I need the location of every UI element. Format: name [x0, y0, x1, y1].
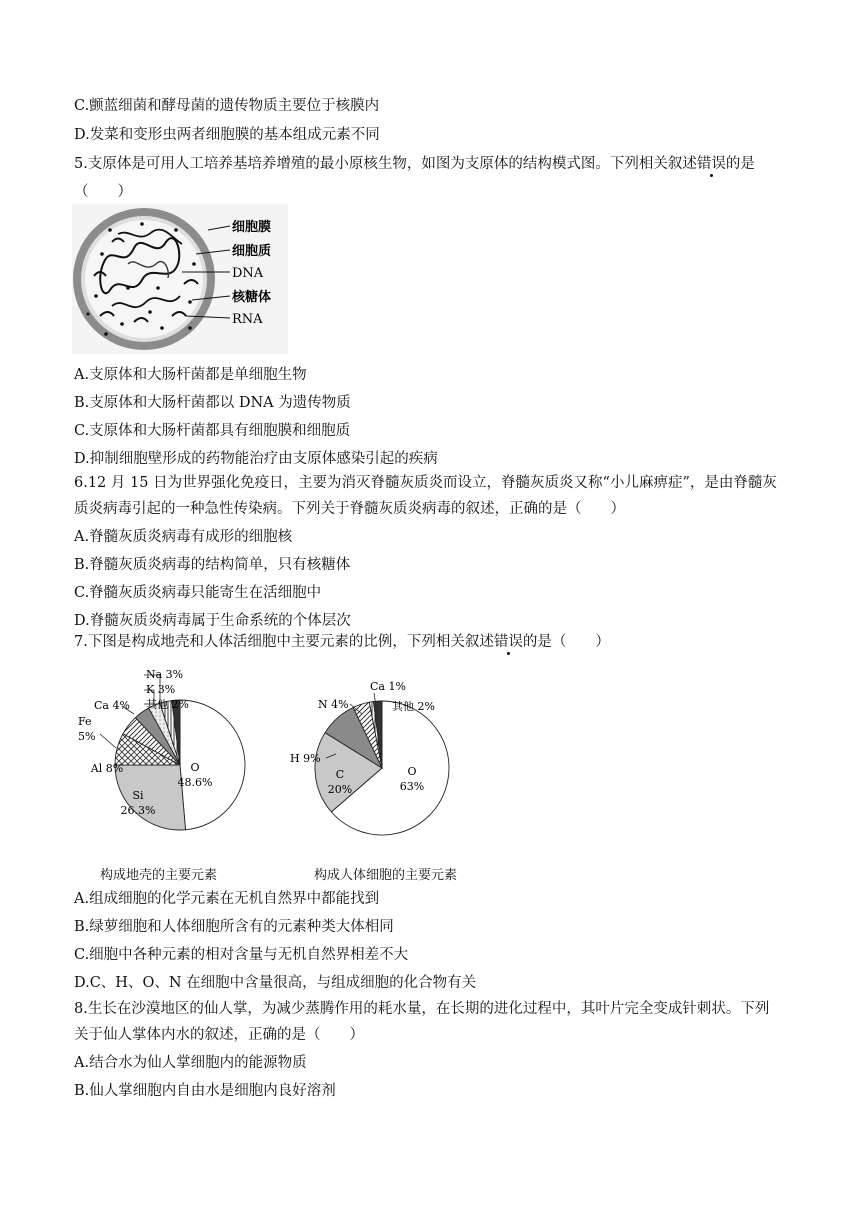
pie-value-0-3: 5% [78, 730, 96, 743]
q8-option-a: A.结合水为仙人掌细胞内的能源物质 [74, 1055, 307, 1071]
q7-stem-text: 7.下图是构成地壳和人体活细胞中主要元素的比例，下列相关叙述 [74, 634, 494, 650]
q7-stem [74, 632, 610, 652]
pie-label-0-3: Fe [78, 715, 92, 728]
pie-value-0-1: 26.3% [120, 804, 156, 817]
q8-option-b: B.仙人掌细胞内自由水是细胞内良好溶剂 [74, 1083, 336, 1099]
q5-paren: （ ） [74, 184, 132, 200]
q5-option-b: B.支原体和大肠杆菌都以 DNA 为遗传物质 [74, 395, 351, 411]
q7-option-d: D.C、H、O、N 在细胞中含量很高，与组成细胞的化合物有关 [74, 975, 477, 991]
pie-label-0-0: O [190, 761, 200, 774]
pie-label-0-6: K 3% [146, 683, 176, 696]
q6-option-d: D.脊髓灰质炎病毒属于生命系统的个体层次 [74, 613, 351, 629]
q5-stem-end: 的是 [725, 156, 755, 172]
q4-option-c: C.颤蓝细菌和酵母菌的遗传物质主要位于核膜内 [74, 98, 380, 114]
q6-option-c: C.脊髓灰质炎病毒只能寄生在活细胞中 [74, 585, 322, 601]
pie-label-1-5: 其他 2% [392, 700, 435, 713]
crust-chart-title: 构成地壳的主要元素 [100, 868, 218, 883]
q7-stem-end: 的是（ ） [522, 634, 610, 650]
q7-stem-emphasis: 错误 [493, 634, 523, 650]
pie-value-1-0: 63% [399, 780, 425, 793]
pie-slice-0-1 [115, 765, 186, 830]
q5-option-a: A.支原体和大肠杆菌都是单细胞生物 [74, 367, 307, 383]
pie-label-1-4: Ca 1% [370, 680, 406, 693]
pie-label-0-1: Si [132, 789, 144, 802]
label-cell-membrane: 细胞膜 [232, 220, 272, 235]
label-cytoplasm: 细胞质 [232, 244, 272, 259]
q7-option-a: A.组成细胞的化学元素在无机自然界中都能找到 [74, 891, 380, 907]
pie-label-0-7: 其他 2% [146, 698, 189, 711]
cell-chart-title: 构成人体细胞的主要元素 [314, 868, 458, 883]
pie-value-0-0: 48.6% [177, 776, 213, 789]
element-pie-charts [74, 662, 474, 862]
label-rna: RNA [232, 312, 263, 327]
q5-stem-emphasis: 错误 [696, 156, 726, 172]
q7-option-b: B.绿萝细胞和人体细胞所含有的元素种类大体相同 [74, 919, 394, 935]
q5-option-c: C.支原体和大肠杆菌都具有细胞膜和细胞质 [74, 423, 351, 439]
pie-label-0-5: Na 3% [146, 668, 184, 681]
q7-option-c: C.细胞中各种元素的相对含量与无机自然界相差不大 [74, 947, 409, 963]
q8-stem-line2: 关于仙人掌体内水的叙述，正确的是（ ） [74, 1027, 364, 1043]
q4-option-d: D.发菜和变形虫两者细胞膜的基本组成元素不同 [74, 127, 380, 143]
q5-stem [74, 154, 755, 174]
q5-stem-text: 5.支原体是可用人工培养基培养增殖的最小原核生物，如图为支原体的结构模式图。下列相关叙述 [74, 156, 697, 172]
q6-stem-line2: 质炎病毒引起的一种急性传染病。下列关于脊髓灰质炎病毒的叙述，正确的是（ ） [74, 501, 625, 517]
pie-label-1-0: O [407, 765, 417, 778]
q6-option-b: B.脊髓灰质炎病毒的结构简单，只有核糖体 [74, 557, 351, 573]
q8-stem-line1: 8.生长在沙漠地区的仙人掌，为减少蒸腾作用的耗水量，在长期的进化过程中，其叶片完全变成针刺状。下列 [74, 1001, 770, 1017]
pie-label-0-2: Al 8% [90, 762, 124, 775]
pie-value-1-1: 20% [327, 783, 353, 796]
q6-stem-line1: 6.12 月 15 日为世界强化免疫日，主要为消灭脊髓灰质炎而设立，脊髓灰质炎又称“小儿麻痹症”，是由脊髓灰 [74, 475, 777, 491]
pie-label-1-3: N 4% [318, 698, 349, 711]
q5-option-d: D.抑制细胞壁形成的药物能治疗由支原体感染引起的疾病 [74, 451, 438, 467]
pie-leader-0-3 [100, 734, 116, 748]
pie-label-1-2: H 9% [290, 752, 321, 765]
pie-label-1-1: C [335, 768, 345, 781]
label-dna: DNA [232, 266, 264, 281]
q6-option-a: A.脊髓灰质炎病毒有成形的细胞核 [74, 529, 293, 545]
mycoplasma-figure [72, 204, 288, 354]
label-ribosome: 核糖体 [232, 290, 272, 305]
pie-label-0-4: Ca 4% [94, 699, 130, 712]
